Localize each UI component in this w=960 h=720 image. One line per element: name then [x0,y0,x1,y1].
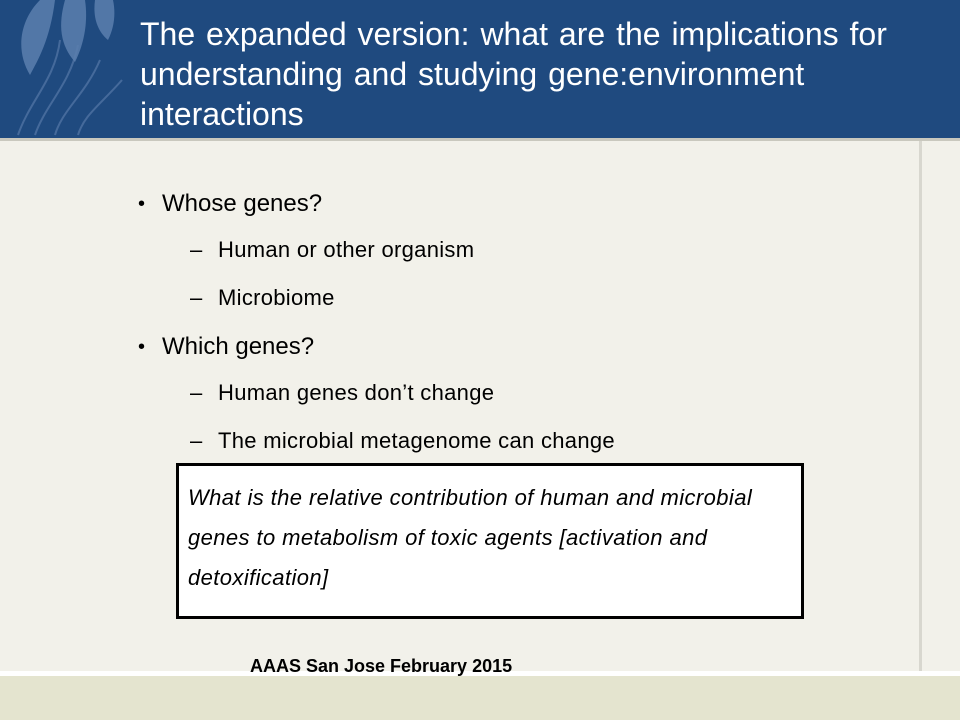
bullet-text: Whose genes? [162,190,323,217]
sub-bullet-item [190,237,474,263]
sub-bullet-marker: – [190,428,203,453]
right-divider [919,141,922,671]
flame-logo-icon [0,0,135,138]
footer-text: AAAS San Jose February 2015 [250,656,513,676]
bullet-marker: • [138,336,146,358]
bullet-text: Which genes? [162,333,315,360]
bullet-marker: • [138,193,146,215]
callout-box [176,463,804,619]
sub-bullet-text: The microbial metagenome can change [218,428,615,453]
slide-title: The expanded version: what are the implications for understanding and studying gene:environment interactions [140,16,887,132]
sub-bullet-item [190,285,335,311]
sub-bullet-item [190,428,615,454]
sub-bullet-item [190,380,494,406]
callout-text: What is the relative contribution of human and microbial genes to metabolism of toxic agents [activation and detoxification] [188,485,753,590]
sub-bullet-text: Microbiome [218,285,335,310]
slide-header [0,0,960,138]
sub-bullet-marker: – [190,380,203,405]
footer-band [0,676,960,720]
sub-bullet-text: Human genes don’t change [218,380,495,405]
header-divider [0,138,960,141]
sub-bullet-marker: – [190,285,203,310]
sub-bullet-marker: – [190,237,203,262]
sub-bullet-text: Human or other organism [218,237,475,262]
